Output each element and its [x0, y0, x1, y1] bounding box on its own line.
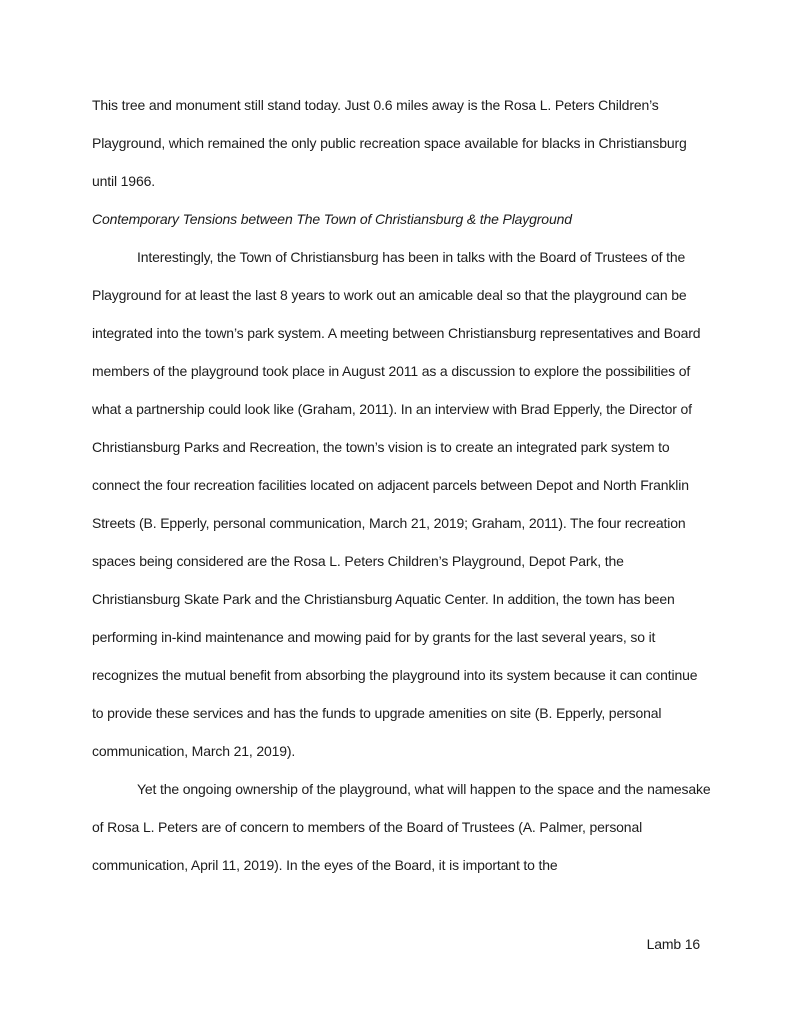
paragraph: Interestingly, the Town of Christiansburg has been in talks with the Board of Trustees of the Playground for at least the last 8 years to work out an amicable deal so that the playground can be integrated into the town’s park system. A meeting between Christiansburg representatives and Board members of the playground took place in August 2011 as a discussion to explore the possibilities of what a partnership could look like (Graham, 2011). In an interview with Brad Epperly, the Director of Christiansburg Parks and Recreation, the town’s vision is to create an integrated park system to connect the four recreation facilities located on adjacent parcels between Depot and North Franklin Streets (B. Epperly, personal communication, March 21, 2019; Graham, 2011). The four recreation spaces being considered are the Rosa L. Peters Children’s Playground, Depot Park, the Christiansburg Skate Park and the Christiansburg Aquatic Center. In addition, the town has been performing in-kind maintenance and mowing paid for by grants for the last several years, so it recognizes the mutual benefit from absorbing the playground into its system because it can continue to provide these services and has the funds to upgrade amenities on site (B. Epperly, personal communication, March 21, 2019).	[92, 249, 701, 759]
paragraph: Yet the ongoing ownership of the playground, what will happen to the space and the namesake of Rosa L. Peters are of concern to members of the Board of Trustees (A. Palmer, personal communication, April 11, 2019). In the eyes of the Board, it is important to the	[92, 781, 711, 873]
document-body	[92, 86, 712, 884]
section-heading: Contemporary Tensions between The Town of Christiansburg & the Playground	[92, 211, 572, 227]
paragraph: This tree and monument still stand today. Just 0.6 miles away is the Rosa L. Peters Children’s Playground, which remained the only public recreation space available for blacks in Christiansburg until 1966.	[92, 97, 687, 189]
page-number: Lamb 16	[646, 936, 700, 952]
